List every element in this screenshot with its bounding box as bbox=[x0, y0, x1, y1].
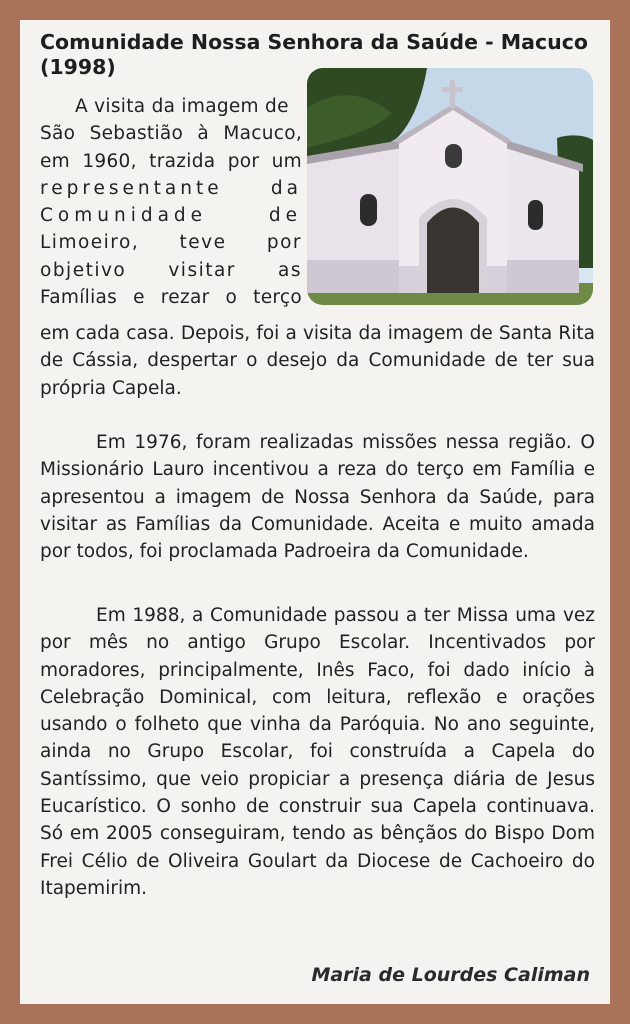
lead-line: objetivo visitar as bbox=[40, 259, 302, 281]
lead-line: A visita da imagem de bbox=[75, 96, 289, 117]
lead-line: Comunidade de bbox=[40, 205, 302, 227]
lead-line: Famílias e rezar o terço bbox=[40, 287, 302, 309]
chapel-photo bbox=[307, 68, 593, 305]
lead-line: em 1960, trazida por um bbox=[40, 150, 302, 172]
lead-line: São Sebastião à Macuco, bbox=[40, 123, 302, 145]
paragraph-3: Em 1988, a Comunidade passou a ter Missa uma vez por mês no antigo Grupo Escolar. Incentivados por moradores, principalmente, Inês Faco, foi dado início à Celebração Dominical, com leitura, reflexão e orações usando o folheto que vinha da Paróquia. No ano seguinte, ainda no Grupo Escolar, foi construída a Capela do Santíssimo, que veio propiciar a presença diária de Jesus Eucarístico. O sonho de construir sua Capela continuava. Só em 2005 conseguiram, tendo as bênçãos do Bispo Dom Frei Célio de Oliveira Goulart da Diocese de Cachoeiro do Itapemirim. bbox=[40, 605, 595, 899]
paragraph-2: Em 1976, foram realizadas missões nessa região. O Missionário Lauro incentivou a reza do terço em Família e apresentou a imagem de Nossa Senhora da Saúde, para visitar as Famílias da Comunidade. Aceita e muito amada por todos, foi proclamada Padroeira da Comunidade. bbox=[40, 432, 595, 563]
paragraph-1-lead bbox=[40, 93, 302, 311]
article-title: Comunidade Nossa Senhora da Saúde - Macuco (1998) bbox=[40, 30, 588, 79]
lead-line: Limoeiro, teve por bbox=[40, 232, 302, 254]
article-page bbox=[20, 20, 610, 1004]
lead-line: representante da bbox=[40, 177, 302, 199]
author-signature: Maria de Lourdes Caliman bbox=[311, 964, 590, 986]
paragraph-1-rest: em cada casa. Depois, foi a visita da imagem de Santa Rita de Cássia, despertar o desejo da Comunidade de ter sua própria Capela. bbox=[40, 323, 595, 399]
chapel-illustration bbox=[307, 68, 593, 305]
